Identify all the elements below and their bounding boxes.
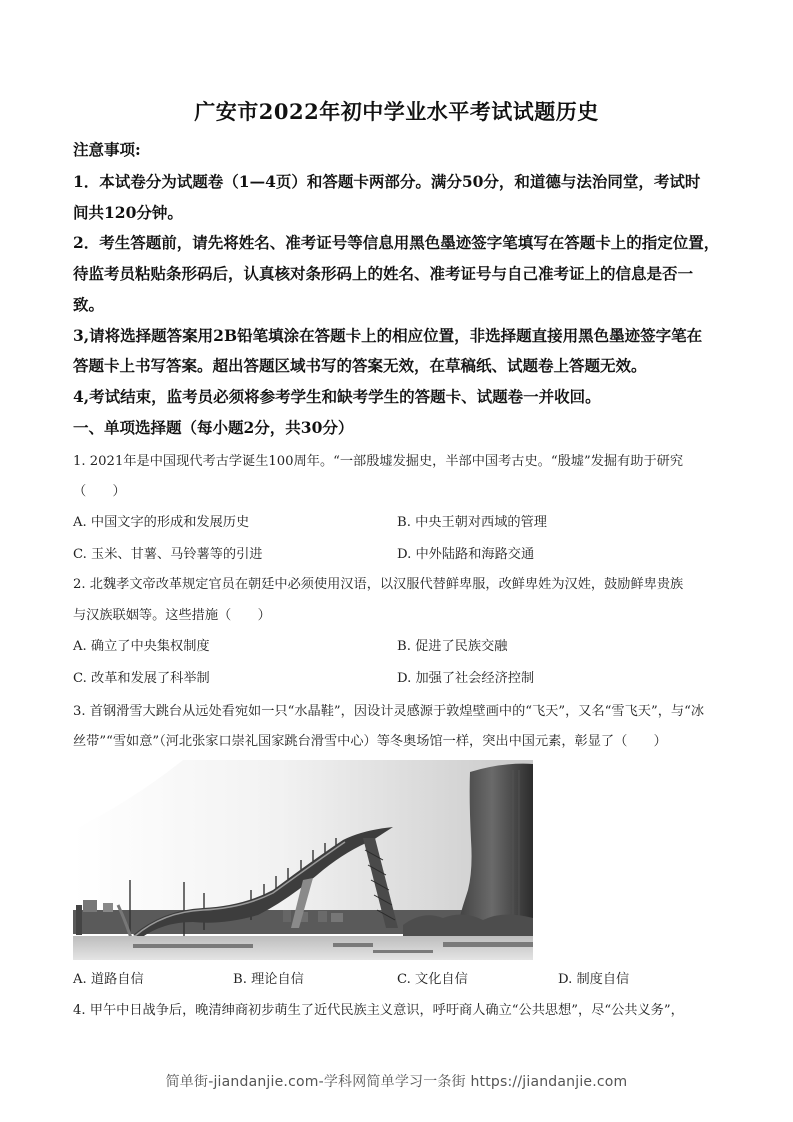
notice-2-line-2: 待监考员粘贴条形码后，认真核对条形码上的姓名、准考证号与自己准考证上的信息是否一	[73, 264, 694, 283]
section-heading: 一、单项选择题（每小题2分，共30分）	[73, 418, 354, 437]
notice-2-line-1: 2．考生答题前，请先将姓名、准考证号等信息用黑色墨迹签字笔填写在答题卡上的指定位置，	[73, 233, 720, 252]
question-3-stem-line-2: 丝带”“雪如意”（河北张家口崇礼国家跳台滑雪中心）等冬奥场馆一样，突出中国元素，彰显了（ ）	[73, 734, 667, 749]
notice-1-line-1: 1．本试卷分为试题卷（1—4页）和答题卡两部分。满分50分，和道德与法治同堂，考试时	[73, 172, 701, 191]
question-1-stem-line-2: （ ）	[73, 484, 126, 499]
question-3-option-b: B. 理论自信	[233, 972, 304, 987]
notice-1-line-2: 间共120分钟。	[73, 203, 183, 222]
question-2-option-a: A. 确立了中央集权制度	[73, 639, 210, 654]
notice-2-line-3: 致。	[73, 295, 105, 314]
question-2-option-c: C. 改革和发展了科举制	[73, 671, 210, 686]
question-3-option-a: A. 道路自信	[73, 972, 144, 987]
question-3-stem-line-1: 3. 首钢滑雪大跳台从远处看宛如一只“水晶鞋”，因设计灵感源于敦煌壁画中的“飞天”，又名“雪飞天”，与“冰	[73, 704, 705, 719]
page-footer-watermark: 简单街-jiandanjie.com-学科网简单学习一条街 https://jiandanjie.com	[165, 1074, 628, 1090]
notice-3-line-2: 答题卡上书写答案。超出答题区域书写的答案无效，在草稿纸、试题卷上答题无效。	[73, 356, 647, 375]
question-3-option-d: D. 制度自信	[558, 972, 630, 987]
question-2-stem-line-2: 与汉族联姻等。这些措施（ ）	[73, 608, 271, 623]
question-2-stem-line-1: 2. 北魏孝文帝改革规定官员在朝廷中必须使用汉语，以汉服代替鲜卑服，改鲜卑姓为汉姓，鼓励鲜卑贵族	[73, 577, 684, 592]
question-1-option-c: C. 玉米、甘薯、马铃薯等的引进	[73, 547, 263, 562]
question-1-stem-line-1: 1. 2021年是中国现代考古学诞生100周年。“一部殷墟发掘史，半部中国考古史。“殷墟”发掘有助于研究	[73, 454, 684, 469]
question-1-option-d: D. 中外陆路和海路交通	[397, 547, 535, 562]
notice-3-line-1: 3,请将选择题答案用2B铅笔填涂在答题卡上的相应位置，非选择题直接用黑色墨迹签字笔在	[73, 326, 703, 345]
question-3-option-c: C. 文化自信	[397, 972, 468, 987]
notice-heading: 注意事项:	[73, 140, 141, 159]
ski-jump-photo	[73, 760, 533, 960]
question-2-option-b: B. 促进了民族交融	[397, 639, 508, 654]
notice-4-line-1: 4,考试结束，监考员必须将参考学生和缺考学生的答题卡、试题卷一并收回。	[73, 387, 601, 406]
question-1-option-a: A. 中国文字的形成和发展历史	[73, 515, 250, 530]
question-1-option-b: B. 中央王朝对西域的管理	[397, 515, 547, 530]
question-4-stem-line-1: 4. 甲午中日战争后，晚清绅商初步萌生了近代民族主义意识，呼吁商人确立“公共思想”，尽“公共义务”，	[73, 1003, 684, 1018]
document-title: 广安市2022年初中学业水平考试试题历史	[194, 99, 599, 124]
question-2-option-d: D. 加强了社会经济控制	[397, 671, 535, 686]
